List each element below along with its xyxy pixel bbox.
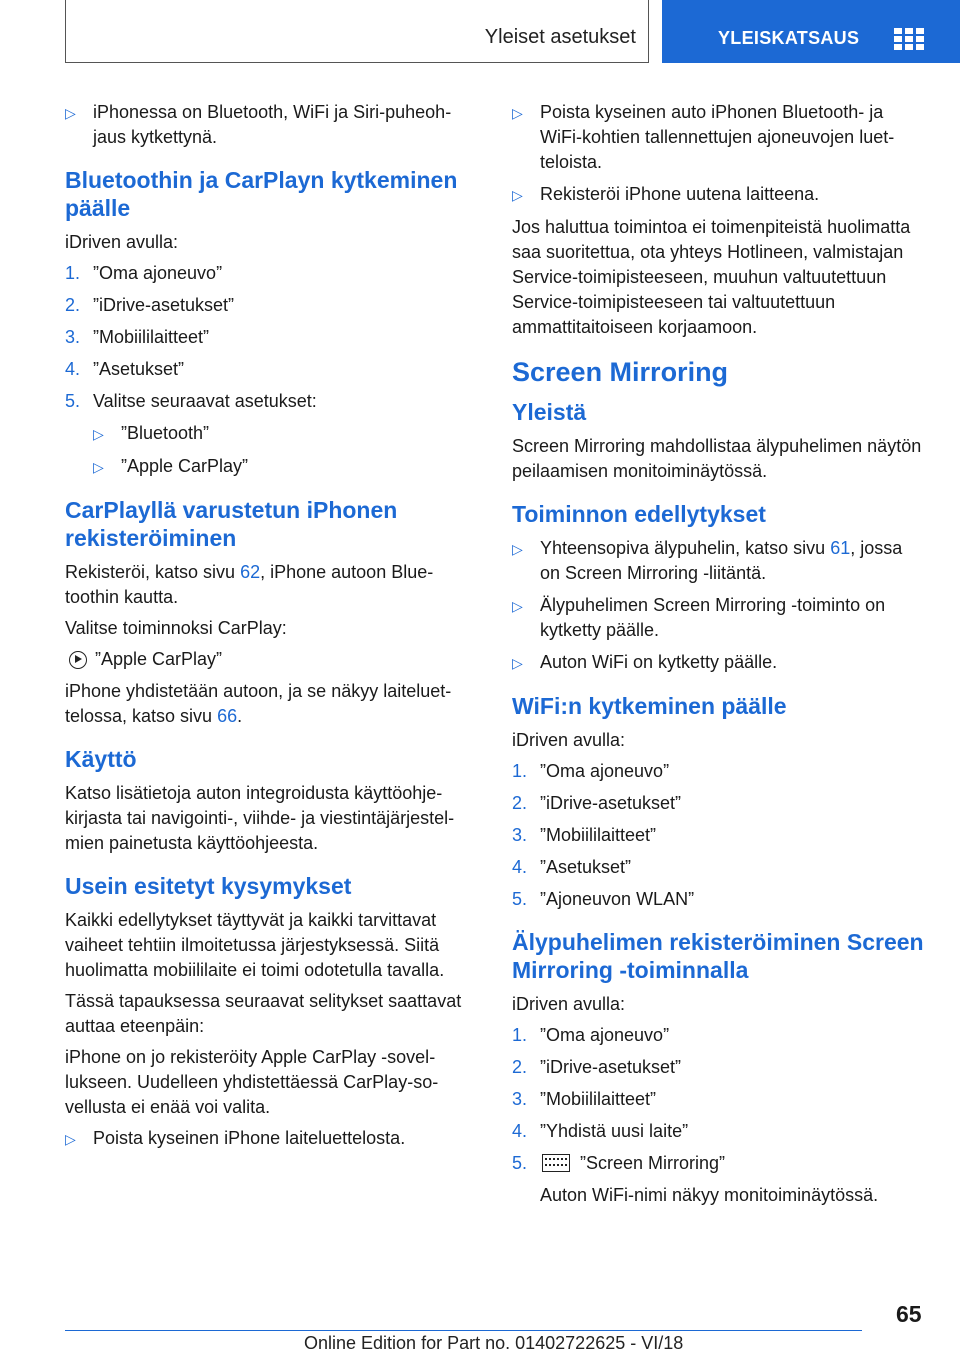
overview-tab-label: YLEISKATSAUS [718,28,860,48]
page-link[interactable]: 61 [830,538,851,558]
faq-text: Tässä tapauksessa seuraavat selitykset saattavat auttaa eteenpäin: [65,991,462,1036]
step-item [512,791,924,816]
step-number: 2. [512,793,528,813]
faq-text: iPhone on jo rekisteröity Apple CarPlay -sovellukseen. Uudelleen yhdistettäessä CarPlay-sovellusta ei enää voi valita. [65,1047,439,1117]
usage-text: Katso lisätietoja auton integroidusta käyttöohjekirjasta tai navigointi-, viihde- ja viestintäjärjestelmien painetusta käyttöohjeesta. [65,783,455,853]
heading-usage: Käyttö [65,746,137,772]
select-text: Valitse toiminnoksi CarPlay: [65,618,287,638]
step-number: 1. [65,263,81,283]
carplay-option [65,647,477,672]
step-item [512,759,924,784]
step-number: 4. [65,359,81,379]
bullet-text: iPhonessa on Bluetooth, WiFi ja Siri-puheohjaus kytkettynä. [93,102,452,147]
idrive-intro: iDriven avulla: [512,994,626,1014]
screen-mirroring-icon [542,1154,570,1172]
page-number: 65 [896,1301,922,1327]
heading-bluetooth-carplay: Bluetoothin ja CarPlayn kytkeminen päälle [65,167,458,221]
step-number: 3. [512,825,528,845]
faq-text: Kaikki edellytykset täyttyvät ja kaikki tarvittavat vaiheet tehtiin ilmoitetussa järjestyksessä. Siitä huolimatta mobiililaite ei toimi odotetulla tavalla. [65,910,445,980]
step-item [512,855,924,880]
step-item [512,1151,924,1176]
steps-list [512,1023,924,1144]
grid-icon [894,28,924,50]
step-text: ”iDrive-asetukset” [93,295,235,315]
register-text [65,560,477,610]
page-header [0,0,960,66]
bullet-text: ”Apple CarPlay” [121,456,249,476]
step-item [512,1023,924,1048]
heading-general: Yleistä [512,399,587,425]
step-number: 3. [512,1089,528,1109]
triangle-bullet-icon: ▷ [65,105,76,121]
step-text [540,1151,725,1176]
text-run: iPhone yhdistetään autoon, ja se näkyy laiteluettelossa, katso sivu [65,681,452,726]
bullet-text: Auton WiFi on kytketty päälle. [540,652,778,672]
connect-text [65,679,477,729]
bullet-item [65,1126,477,1152]
steps-list [65,261,477,414]
step-number: 3. [65,327,81,347]
heading-screen-mirroring: Screen Mirroring [512,357,729,387]
step-number: 5. [65,391,81,411]
triangle-bullet-icon: ▷ [512,105,523,121]
page-link[interactable]: 66 [217,706,238,726]
step-number: 1. [512,1025,528,1045]
bullet-text [540,536,924,586]
triangle-bullet-icon: ▷ [512,541,523,557]
triangle-bullet-icon: ▷ [93,459,104,475]
overview-tab[interactable] [662,0,960,63]
section-title: Yleiset asetukset [484,26,636,48]
triangle-bullet-icon: ▷ [93,426,104,442]
sub-bullet-item [93,421,477,447]
step-number: 1. [512,761,528,781]
triangle-bullet-icon: ▷ [512,655,523,671]
step-text: ”Yhdistä uusi laite” [540,1121,689,1141]
bullet-item [512,593,924,643]
step-item [65,293,477,318]
step-text: ”Asetukset” [540,857,632,877]
page-link[interactable]: 62 [240,562,261,582]
hotline-text: Jos haluttua toimintoa ei toimenpiteistä huolimatta saa suoritettua, ota yhteys Hotlineen, valmistajan Service-toimipisteeseen, muuhun valtuutettuun Service-toimipisteeseen tai valtuutettuun ammattitaitoiseen korjaamoon. [512,217,911,337]
triangle-bullet-icon: ▷ [512,187,523,203]
text-run: Yhteensopiva älypuhelin, katso sivu [540,538,831,558]
bullet-item [512,650,924,676]
step-item [512,1119,924,1144]
heading-requirements: Toiminnon edellytykset [512,501,766,527]
step-text: ”iDrive-asetukset” [540,793,682,813]
step-text: ”Ajoneuvon WLAN” [540,889,695,909]
step-item [512,1087,924,1112]
bullet-item [512,536,924,586]
step-number: 5. [512,1153,528,1173]
footer-divider [65,1330,862,1331]
text-run: . [237,706,243,726]
bullet-text: ”Bluetooth” [121,423,210,443]
step-text: ”Oma ajoneuvo” [540,761,670,781]
triangle-bullet-icon: ▷ [65,1131,76,1147]
step-text: ”Asetukset” [93,359,185,379]
step-item [65,357,477,382]
bullet-text: Rekisteröi iPhone uutena laitteena. [540,184,820,204]
step-text: ”Mobiililaitteet” [540,1089,657,1109]
text-run: , jossa on Screen Mirroring -liitäntä. [540,538,903,583]
right-column [512,100,924,1214]
step-text: ”Mobiililaitteet” [540,825,657,845]
bullet-item [512,182,924,208]
triangle-bullet-icon: ▷ [512,598,523,614]
bullet-text: Poista kyseinen iPhone laiteluettelosta. [93,1128,406,1148]
idrive-intro: iDriven avulla: [65,232,179,252]
step-text: ”Oma ajoneuvo” [93,263,223,283]
edition-text: Online Edition for Part no. 01402722625 - VI/18 [304,1333,684,1353]
bullet-item [65,100,477,150]
step-item [512,887,924,912]
step-number: 2. [512,1057,528,1077]
step-text: ”iDrive-asetukset” [540,1057,682,1077]
bullet-text: Älypuhelimen Screen Mirroring -toiminto on kytketty päälle. [540,595,886,640]
step-number: 4. [512,1121,528,1141]
step-item [65,389,477,414]
play-icon [69,651,87,669]
bullet-text: Poista kyseinen auto iPhonen Bluetooth- ja WiFi-kohtien tallennettujen ajoneuvojen luetteloista. [540,102,895,172]
step-item [512,823,924,848]
heading-wifi: WiFi:n kytkeminen päälle [512,693,787,719]
step-text: ”Mobiililaitteet” [93,327,210,347]
step-item [65,261,477,286]
heading-faq: Usein esitetyt kysymykset [65,873,352,899]
heading-register-phone: Älypuhelimen rekisteröiminen Screen Mirroring -toiminnalla [512,929,924,983]
final-text: Auton WiFi-nimi näkyy monitoiminäytössä. [540,1185,879,1205]
idrive-intro: iDriven avulla: [512,730,626,750]
step-text: Valitse seuraavat asetukset: [93,391,317,411]
step-item [512,1055,924,1080]
step-item [65,325,477,350]
step-number: 2. [65,295,81,315]
heading-register-iphone: CarPlayllä varustetun iPhonen rekisteröiminen [65,497,398,551]
step-text: ”Oma ajoneuvo” [540,1025,670,1045]
text-run: , iPhone autoon Bluetoothin kautta. [65,562,434,607]
step-number: 5. [512,889,528,909]
general-text: Screen Mirroring mahdollistaa älypuhelimen näytön peilaamisen monitoiminäytössä. [512,436,922,481]
step-number: 4. [512,857,528,877]
carplay-option-label: ”Apple CarPlay” [95,649,223,669]
steps-list [512,759,924,912]
left-column [65,100,477,1159]
section-box [65,0,649,63]
bullet-item [512,100,924,175]
text-run: ”Screen Mirroring” [580,1153,726,1173]
sub-bullet-item [93,454,477,480]
text-run: Rekisteröi, katso sivu [65,562,241,582]
